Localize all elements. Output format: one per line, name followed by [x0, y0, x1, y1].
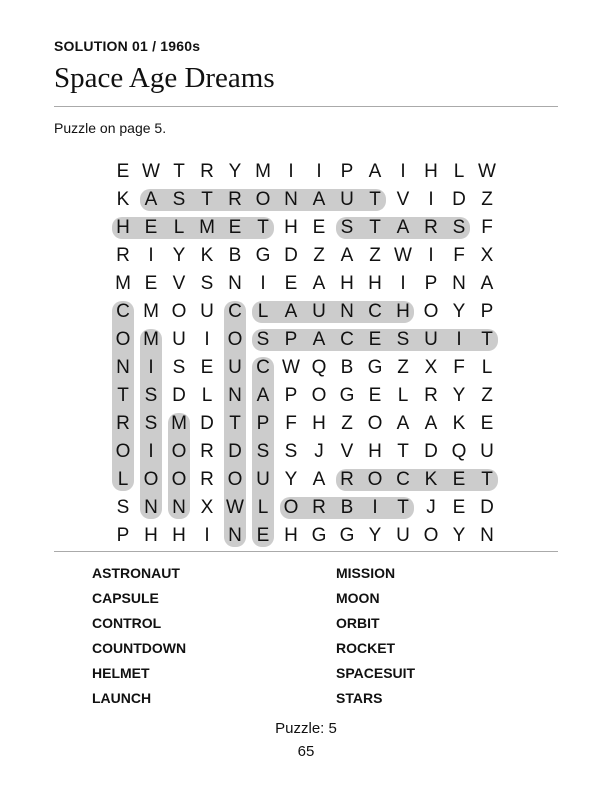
grid-cell: Y	[452, 385, 466, 406]
word-list-item: CAPSULE	[92, 590, 159, 606]
grid-cell: K	[200, 245, 214, 266]
grid-cell: E	[144, 217, 158, 238]
grid-cell: I	[372, 497, 378, 518]
grid-cell: C	[228, 301, 242, 322]
grid-cell: D	[480, 497, 494, 518]
grid-cell: N	[228, 525, 242, 546]
grid-cell: E	[452, 497, 466, 518]
grid-cell: X	[424, 357, 438, 378]
grid-cell: Y	[452, 301, 466, 322]
grid-cell: O	[367, 469, 383, 490]
grid-cell: Y	[284, 469, 298, 490]
grid-cell: T	[117, 385, 129, 406]
grid-cell: I	[428, 189, 434, 210]
grid-cell: A	[396, 413, 410, 434]
puzzle-reference: Puzzle on page 5.	[54, 120, 167, 136]
grid-cell: D	[424, 441, 438, 462]
grid-cell: S	[256, 329, 270, 350]
grid-cell: S	[172, 189, 186, 210]
grid-cell: E	[368, 329, 382, 350]
grid-cell: O	[227, 469, 243, 490]
page-number: 65	[297, 743, 315, 760]
grid-cell: S	[200, 273, 214, 294]
grid-cell: T	[481, 329, 493, 350]
grid-cell: L	[481, 357, 493, 378]
grid-cell: A	[480, 273, 494, 294]
grid-cell: R	[116, 413, 130, 434]
grid-cell: C	[116, 301, 130, 322]
grid-cell: S	[144, 385, 158, 406]
grid-cell: D	[200, 413, 214, 434]
grid-cell: W	[394, 245, 412, 266]
word-list-item: SPACESUIT	[336, 665, 416, 681]
grid-cell: O	[367, 413, 383, 434]
grid-cell: D	[228, 441, 242, 462]
grid-cell: O	[423, 525, 439, 546]
grid-cell: Y	[228, 161, 242, 182]
grid-cell: X	[200, 497, 214, 518]
grid-cell: S	[172, 357, 186, 378]
grid-cell: O	[171, 301, 187, 322]
grid-cell: F	[285, 413, 297, 434]
grid-cell: L	[117, 469, 129, 490]
grid-cell: H	[368, 273, 382, 294]
grid-cell: I	[316, 161, 322, 182]
grid-cell: P	[284, 385, 298, 406]
word-list-item: COUNTDOWN	[92, 640, 187, 656]
grid-cell: S	[256, 441, 270, 462]
grid-cell: H	[144, 525, 158, 546]
grid-cell: A	[312, 189, 326, 210]
grid-cell: C	[368, 301, 382, 322]
grid-cell: I	[148, 245, 154, 266]
grid-cell: S	[396, 329, 410, 350]
grid-cell: M	[143, 329, 159, 350]
grid-cell: P	[480, 301, 494, 322]
grid-cell: O	[255, 189, 271, 210]
grid-cell: N	[480, 525, 494, 546]
grid-cell: T	[369, 189, 381, 210]
grid-cell: P	[256, 413, 270, 434]
grid-cell: D	[284, 245, 298, 266]
grid-cell: U	[172, 329, 186, 350]
grid-cell: I	[456, 329, 462, 350]
grid-cell: F	[453, 245, 465, 266]
grid-cell: W	[142, 161, 160, 182]
grid-cell: I	[288, 161, 294, 182]
grid-cell: Y	[368, 525, 382, 546]
grid-cell: W	[226, 497, 244, 518]
grid-cell: J	[314, 441, 324, 462]
grid-cell: O	[115, 329, 131, 350]
grid-cell: E	[256, 525, 270, 546]
grid-cell: R	[116, 245, 130, 266]
grid-cell: O	[423, 301, 439, 322]
grid-cell: I	[204, 329, 210, 350]
grid-cell: H	[340, 273, 354, 294]
grid-cell: H	[312, 413, 326, 434]
page-title: Space Age Dreams	[54, 62, 275, 94]
grid-cell: R	[200, 161, 214, 182]
grid-cell: Y	[172, 245, 186, 266]
grid-cell: S	[284, 441, 298, 462]
grid-cell: A	[340, 245, 354, 266]
grid-cell: C	[340, 329, 354, 350]
grid-cell: R	[340, 469, 354, 490]
grid-cell: R	[200, 441, 214, 462]
grid-cell: U	[480, 441, 494, 462]
grid-cell: V	[340, 441, 354, 462]
grid-cell: U	[228, 357, 242, 378]
grid-cell: T	[173, 161, 185, 182]
word-list-item: MISSION	[336, 565, 396, 581]
grid-cell: E	[284, 273, 298, 294]
grid-cell: E	[452, 469, 466, 490]
grid-cell: G	[255, 245, 271, 266]
grid-divider	[54, 551, 558, 552]
grid-cell: T	[229, 413, 241, 434]
grid-cell: Z	[313, 245, 325, 266]
word-list-item: ORBIT	[336, 615, 380, 631]
grid-cell: B	[340, 497, 354, 518]
grid-cell: B	[340, 357, 354, 378]
grid-cell: Z	[397, 357, 409, 378]
title-divider	[54, 106, 558, 107]
grid-cell: G	[339, 385, 355, 406]
grid-cell: K	[424, 469, 438, 490]
grid-cell: G	[339, 525, 355, 546]
grid-cell: L	[173, 217, 185, 238]
grid-cell: G	[367, 357, 383, 378]
grid-cell: Z	[481, 189, 493, 210]
grid-cell: P	[424, 273, 438, 294]
grid-cell: O	[115, 441, 131, 462]
grid-cell: A	[256, 385, 270, 406]
word-list-item: MOON	[336, 590, 380, 606]
grid-cell: A	[396, 217, 410, 238]
grid-cell: L	[397, 385, 409, 406]
grid-cell: P	[340, 161, 354, 182]
grid-cell: T	[481, 469, 493, 490]
grid-cell: M	[255, 161, 271, 182]
grid-cell: H	[396, 301, 410, 322]
grid-cell: W	[282, 357, 300, 378]
grid-cell: S	[340, 217, 354, 238]
solution-kicker: SOLUTION 01 / 1960s	[54, 38, 201, 54]
grid-cell: U	[396, 525, 410, 546]
grid-cell: M	[199, 217, 215, 238]
grid-cell: Y	[452, 525, 466, 546]
grid-cell: A	[144, 189, 158, 210]
grid-cell: L	[201, 385, 213, 406]
letter-grid	[109, 158, 501, 550]
grid-cell: E	[144, 273, 158, 294]
grid-cell: E	[368, 385, 382, 406]
grid-cell: A	[312, 273, 326, 294]
grid-cell: D	[452, 189, 466, 210]
grid-cell: U	[340, 189, 354, 210]
grid-cell: Q	[451, 441, 467, 462]
grid-cell: D	[172, 385, 186, 406]
grid-cell: K	[452, 413, 466, 434]
grid-cell: R	[312, 497, 326, 518]
grid-cell: W	[478, 161, 496, 182]
grid-cell: T	[397, 441, 409, 462]
word-search-grid	[109, 158, 501, 550]
grid-cell: N	[228, 385, 242, 406]
grid-cell: L	[257, 497, 269, 518]
grid-cell: S	[452, 217, 466, 238]
grid-cell: H	[284, 525, 298, 546]
grid-cell: V	[396, 189, 410, 210]
grid-cell: O	[143, 469, 159, 490]
grid-cell: P	[284, 329, 298, 350]
grid-cell: I	[260, 273, 266, 294]
grid-cell: X	[480, 245, 494, 266]
grid-cell: M	[115, 273, 131, 294]
grid-cell: E	[116, 161, 130, 182]
grid-cell: R	[424, 217, 438, 238]
word-list-item: HELMET	[92, 665, 150, 681]
grid-cell: A	[284, 301, 298, 322]
grid-cell: N	[340, 301, 354, 322]
grid-cell: J	[426, 497, 436, 518]
grid-cell: G	[311, 525, 327, 546]
grid-cell: O	[227, 329, 243, 350]
grid-cell: F	[453, 357, 465, 378]
grid-cell: H	[368, 441, 382, 462]
word-list-item: ROCKET	[336, 640, 396, 656]
grid-cell: F	[481, 217, 493, 238]
grid-cell: K	[116, 189, 130, 210]
grid-cell: M	[171, 413, 187, 434]
grid-cell: O	[171, 469, 187, 490]
grid-cell: N	[452, 273, 466, 294]
grid-cell: U	[312, 301, 326, 322]
grid-cell: O	[311, 385, 327, 406]
grid-cell: C	[256, 357, 270, 378]
grid-cell: I	[400, 161, 406, 182]
grid-cell: U	[424, 329, 438, 350]
grid-cell: S	[144, 413, 158, 434]
word-list-item: ASTRONAUT	[92, 565, 180, 581]
grid-cell: M	[143, 301, 159, 322]
grid-cell: Q	[311, 357, 327, 378]
grid-cell: A	[424, 413, 438, 434]
grid-cell: I	[148, 441, 154, 462]
grid-cell: Z	[481, 385, 493, 406]
grid-cell: N	[228, 273, 242, 294]
grid-cell: T	[397, 497, 409, 518]
word-list-item: LAUNCH	[92, 690, 152, 706]
grid-cell: T	[257, 217, 269, 238]
grid-cell: I	[400, 273, 406, 294]
grid-cell: Z	[341, 413, 353, 434]
grid-cell: B	[228, 245, 242, 266]
grid-cell: O	[171, 441, 187, 462]
grid-cell: N	[172, 497, 186, 518]
grid-cell: H	[172, 525, 186, 546]
grid-cell: T	[201, 189, 213, 210]
grid-cell: H	[284, 217, 298, 238]
word-list-item: STARS	[336, 690, 383, 706]
grid-cell: N	[116, 357, 130, 378]
grid-cell: H	[116, 217, 130, 238]
grid-cell: R	[200, 469, 214, 490]
grid-cell: E	[200, 357, 214, 378]
grid-cell: R	[424, 385, 438, 406]
grid-cell: A	[312, 469, 326, 490]
grid-cell: E	[228, 217, 242, 238]
puzzle-label: Puzzle: 5	[275, 720, 337, 737]
grid-cell: T	[369, 217, 381, 238]
grid-cell: I	[428, 245, 434, 266]
grid-cell: C	[396, 469, 410, 490]
grid-cell: H	[424, 161, 438, 182]
grid-cell: A	[312, 329, 326, 350]
grid-cell: L	[453, 161, 465, 182]
grid-cell: U	[200, 301, 214, 322]
grid-cell: V	[172, 273, 186, 294]
grid-cell: N	[144, 497, 158, 518]
grid-cell: N	[284, 189, 298, 210]
grid-cell: I	[148, 357, 154, 378]
grid-cell: P	[116, 525, 130, 546]
grid-cell: S	[116, 497, 130, 518]
grid-cell: R	[228, 189, 242, 210]
grid-cell: E	[480, 413, 494, 434]
grid-cell: U	[256, 469, 270, 490]
grid-cell: O	[283, 497, 299, 518]
grid-cell: L	[257, 301, 269, 322]
grid-cell: A	[368, 161, 382, 182]
grid-cell: E	[312, 217, 326, 238]
grid-cell: I	[204, 525, 210, 546]
grid-cell: Z	[369, 245, 381, 266]
word-list-item: CONTROL	[92, 615, 162, 631]
